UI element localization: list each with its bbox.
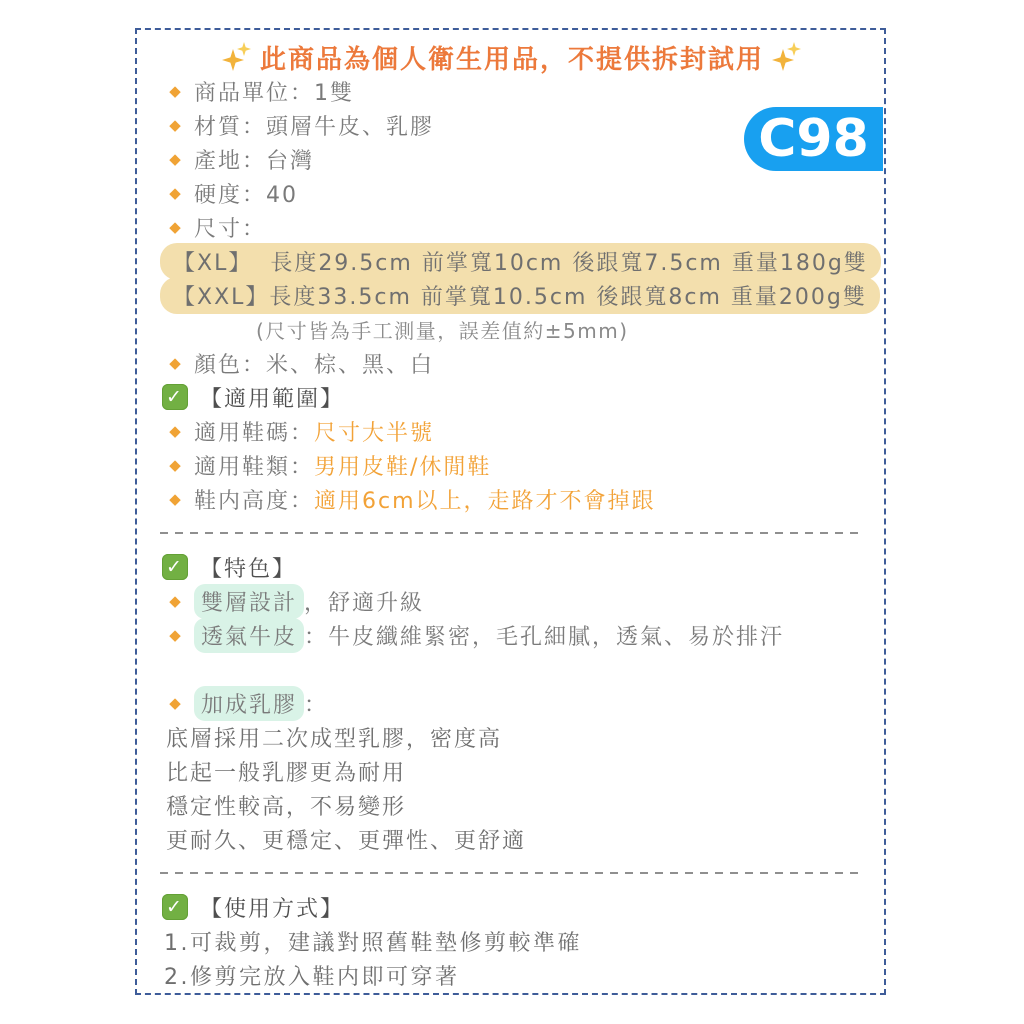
spec-row-colors <box>160 346 864 380</box>
heading-text: 【使用方式】 <box>200 896 345 922</box>
diamond-bullet-icon: ◆ <box>169 456 183 474</box>
dashed-divider <box>160 872 864 874</box>
feature-highlight: 透氣牛皮 <box>194 618 304 653</box>
item-label: 鞋内高度： <box>194 488 315 514</box>
size-note: (尺寸皆為手工測量，誤差值約±5mm) <box>256 318 629 343</box>
diamond-bullet-icon: ◆ <box>169 626 183 644</box>
diamond-bullet-icon: ◆ <box>169 422 183 440</box>
size-pill-xl: 【XL】 長度29.5cm 前掌寬10cm 後跟寬7.5cm 重量180g雙 <box>160 243 881 280</box>
diamond-bullet-icon: ◆ <box>169 592 183 610</box>
spec-text: 顏色：米、棕、黑、白 <box>194 352 435 378</box>
item-label: 適用鞋碼： <box>194 420 315 446</box>
size-pill-xxl: 【XXL】長度33.5cm 前掌寬10.5cm 後跟寬8cm 重量200g雙 <box>160 277 880 314</box>
spec-row-hardness <box>160 176 864 210</box>
spec-text: 商品單位：1雙 <box>194 80 354 106</box>
diamond-bullet-icon: ◆ <box>169 184 183 202</box>
diamond-bullet-icon: ◆ <box>169 694 183 712</box>
feature-rest: ：牛皮纖維緊密，毛孔細膩，透氣、易於排汗 <box>304 624 785 650</box>
item-value: 男用皮鞋/休閒鞋 <box>314 454 492 480</box>
latex-line: 比起一般乳膠更為耐用 <box>166 760 407 786</box>
feature-highlight: 加成乳膠 <box>194 686 304 721</box>
latex-line: 底層採用二次成型乳膠，密度高 <box>166 726 503 752</box>
features-heading <box>160 550 864 584</box>
feature-item-latex <box>160 686 864 720</box>
card-content <box>160 40 868 992</box>
item-value: 適用6cm以上，走路才不會掉跟 <box>314 488 656 514</box>
heading-text: 【特色】 <box>200 556 297 582</box>
diamond-bullet-icon: ◆ <box>169 150 183 168</box>
check-icon: ✓ <box>162 384 188 410</box>
separator-row <box>160 856 864 890</box>
spacer <box>160 652 864 686</box>
spec-text: 硬度：40 <box>194 182 298 208</box>
usage-step: 1.可裁剪，建議對照舊鞋墊修剪較準確 <box>164 930 582 956</box>
scope-item-inner-height <box>160 482 864 516</box>
check-icon: ✓ <box>162 554 188 580</box>
diamond-bullet-icon: ◆ <box>169 116 183 134</box>
usage-step: 2.修剪完放入鞋内即可穿著 <box>164 964 460 990</box>
size-row-xxl <box>160 278 867 312</box>
feature-rest: ： <box>304 692 329 718</box>
usage-heading <box>160 890 864 924</box>
scope-heading <box>160 380 864 414</box>
sparkle-icon <box>222 42 252 72</box>
item-value: 尺寸大半號 <box>314 420 435 446</box>
feature-item-breathable-leather <box>160 618 864 652</box>
feature-highlight: 雙層設計 <box>194 584 304 619</box>
scope-item-shoe-size <box>160 414 864 448</box>
spec-text: 材質：頭層牛皮、乳膠 <box>194 114 435 140</box>
feature-rest: ，舒適升級 <box>304 590 425 616</box>
sparkle-icon <box>772 42 802 72</box>
latex-line: 穩定性較高，不易變形 <box>166 794 407 820</box>
spec-text: 產地：台灣 <box>194 148 315 174</box>
diamond-bullet-icon: ◆ <box>169 354 183 372</box>
diamond-bullet-icon: ◆ <box>169 82 183 100</box>
scope-item-shoe-type <box>160 448 864 482</box>
spec-row-size <box>160 210 864 244</box>
spec-text: 尺寸： <box>194 216 267 242</box>
item-label: 適用鞋類： <box>194 454 315 480</box>
hygiene-notice-title <box>160 40 864 74</box>
diamond-bullet-icon: ◆ <box>169 490 183 508</box>
diamond-bullet-icon: ◆ <box>169 218 183 236</box>
model-badge: C98 <box>744 107 883 171</box>
separator-row <box>160 516 864 550</box>
heading-text: 【適用範圍】 <box>200 386 345 412</box>
check-icon: ✓ <box>162 894 188 920</box>
title-text: 此商品為個人衛生用品，不提供拆封試用 <box>259 44 764 75</box>
size-row-xl <box>160 244 868 278</box>
dashed-divider <box>160 532 864 534</box>
feature-item-double-layer <box>160 584 864 618</box>
spec-row-unit <box>160 74 864 108</box>
latex-line: 更耐久、更穩定、更彈性、更舒適 <box>166 828 527 854</box>
